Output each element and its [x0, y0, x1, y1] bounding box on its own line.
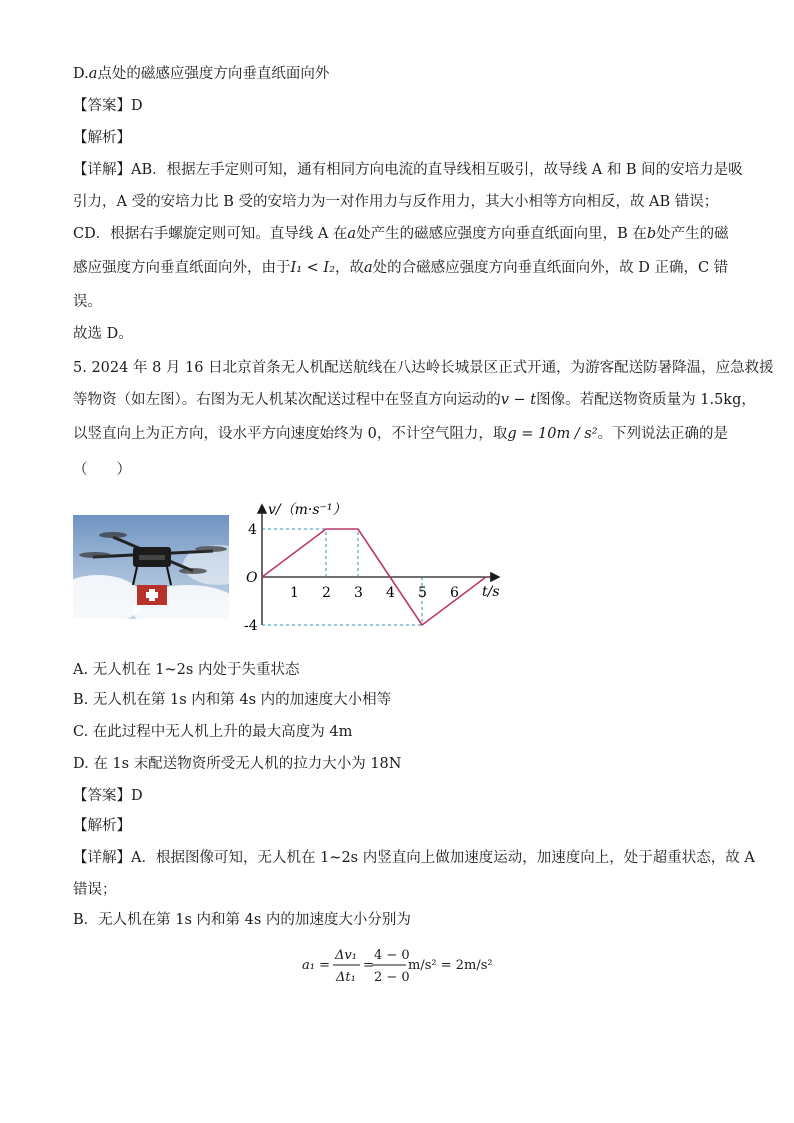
y-tick-label: -4 [244, 618, 258, 634]
x-tick-label: 3 [354, 585, 363, 601]
svg-text:Δv₁: Δv₁ [335, 948, 357, 963]
x-tick-label: 5 [418, 585, 427, 601]
svg-text:m/s² = 2m/s²: m/s² = 2m/s² [408, 958, 493, 973]
detail-line-2: 引力，A 受的安培力比 B 受的安培力为一对作用力与反作用力，其大小相等方向相反，故 AB 错误； [73, 194, 719, 210]
x-tick-label: 2 [322, 585, 331, 601]
svg-text:a₁ =: a₁ = [302, 958, 330, 973]
answer-label: 【答案】D [73, 98, 143, 114]
acceleration-formula [302, 944, 522, 986]
x-tick-label: 1 [290, 585, 299, 601]
tick-labels [244, 522, 459, 634]
q5-line-3: 以竖直向上为正方向，设水平方向速度始终为 0，不计空气阻力，取g = 10m / s²。下列说法正确的是 [73, 426, 729, 442]
q5-line-4: （ ） [73, 462, 131, 478]
svg-text:Δt₁: Δt₁ [336, 970, 356, 985]
q5-detail-1: 【详解】A．根据图像可知，无人机在 1~2s 内竖直向上做加速度运动，加速度向上，处于超重状态，故 A [73, 850, 755, 866]
answer-label-q5: 【答案】D [73, 788, 143, 804]
y-axis-label: v/（m·s⁻¹） [268, 502, 347, 518]
detail-line-5: 误。 [73, 294, 102, 310]
q5-line-2: 等物资（如左图）。右图为无人机某次配送过程中在竖直方向运动的v − t图像。若配送物资质量为 1.5kg， [73, 392, 756, 408]
drone-icon [73, 515, 229, 619]
detail-line-3: CD．根据右手螺旋定则可知。直导线 A 在a处产生的磁感应强度方向垂直纸面向里，B 在b处产生的磁 [73, 226, 729, 242]
svg-text:4 − 0: 4 − 0 [374, 948, 410, 963]
q5-detail-2: 错误； [73, 882, 117, 898]
option-b: B. 无人机在第 1s 内和第 4s 内的加速度大小相等 [73, 692, 392, 708]
svg-text:2 − 0: 2 − 0 [374, 970, 410, 985]
conclusion: 故选 D。 [73, 326, 133, 342]
option-c: C. 在此过程中无人机上升的最大高度为 4m [73, 724, 353, 740]
drone-photo [73, 515, 229, 619]
q5-detail-3: B．无人机在第 1s 内和第 4s 内的加速度大小分别为 [73, 912, 411, 928]
analysis-label-q5: 【解析】 [73, 818, 131, 834]
option-a: A. 无人机在 1~2s 内处于失重状态 [73, 662, 300, 678]
x-axis-label: t/s [482, 584, 500, 600]
option-d: D. 在 1s 末配送物资所受无人机的拉力大小为 18N [73, 756, 402, 772]
origin-label: O [246, 570, 258, 586]
y-tick-label: 4 [248, 522, 257, 538]
x-tick-label: 4 [386, 585, 395, 601]
vt-chart [240, 500, 510, 634]
option-d-prev: D.a点处的磁感应强度方向垂直纸面向外 [73, 66, 330, 82]
detail-line-1: 【详解】AB．根据左手定则可知，通有相同方向电流的直导线相互吸引，故导线 A 和 B 间的安培力是吸 [73, 162, 743, 178]
svg-text:=: = [363, 958, 374, 973]
q5-line-1: 5. 2024 年 8 月 16 日北京首条无人机配送航线在八达岭长城景区正式开通，为游客配送防暑降温，应急救援 [73, 360, 774, 376]
detail-line-4: 感应强度方向垂直纸面向外，由于I₁ < I₂，故a处的合磁感应强度方向垂直纸面向外，故 D 正确，C 错 [73, 260, 729, 276]
analysis-label: 【解析】 [73, 130, 131, 146]
x-tick-label: 6 [450, 585, 459, 601]
